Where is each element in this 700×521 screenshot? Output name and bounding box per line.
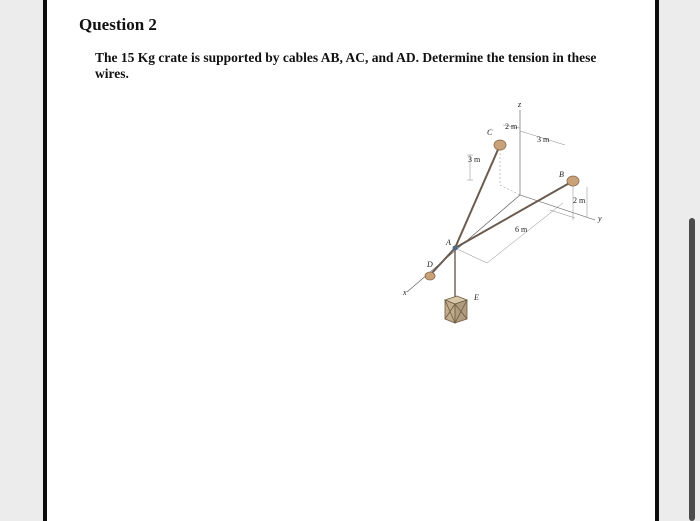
label-e: E [474, 293, 479, 302]
label-c: C [487, 128, 493, 137]
label-b: B [559, 170, 564, 179]
dim-3m-top: 3 m [537, 135, 550, 144]
scrollbar-thumb[interactable] [689, 218, 695, 521]
left-margin [0, 0, 43, 521]
cable-ad [432, 248, 455, 273]
label-x-axis: x [403, 288, 407, 297]
label-d: D [427, 260, 433, 269]
label-z-axis: z [518, 100, 522, 109]
crate [445, 296, 467, 323]
ring-a [453, 246, 458, 251]
anchor-c [494, 140, 506, 150]
right-margin [659, 0, 686, 521]
cable-crate-figure [395, 95, 615, 330]
construction-lines [455, 125, 587, 263]
vertical-scrollbar[interactable] [686, 0, 700, 521]
cable-ab [455, 181, 573, 248]
dim-2m-top: 2 m [505, 122, 518, 131]
dim-2m-right: 2 m [573, 196, 586, 205]
anchor-b [567, 176, 579, 186]
label-a: A [446, 238, 451, 247]
question-text: The 15 Kg crate is supported by cables AB, AC, and AD. Determine the tension in these wires. [95, 50, 597, 81]
dim-3m-left: 3 m [468, 155, 481, 164]
axes [407, 110, 595, 292]
anchor-d [425, 272, 435, 280]
label-y-axis: y [598, 214, 602, 223]
question-title: Question 2 [79, 15, 157, 34]
dim-6m: 6 m [515, 225, 528, 234]
